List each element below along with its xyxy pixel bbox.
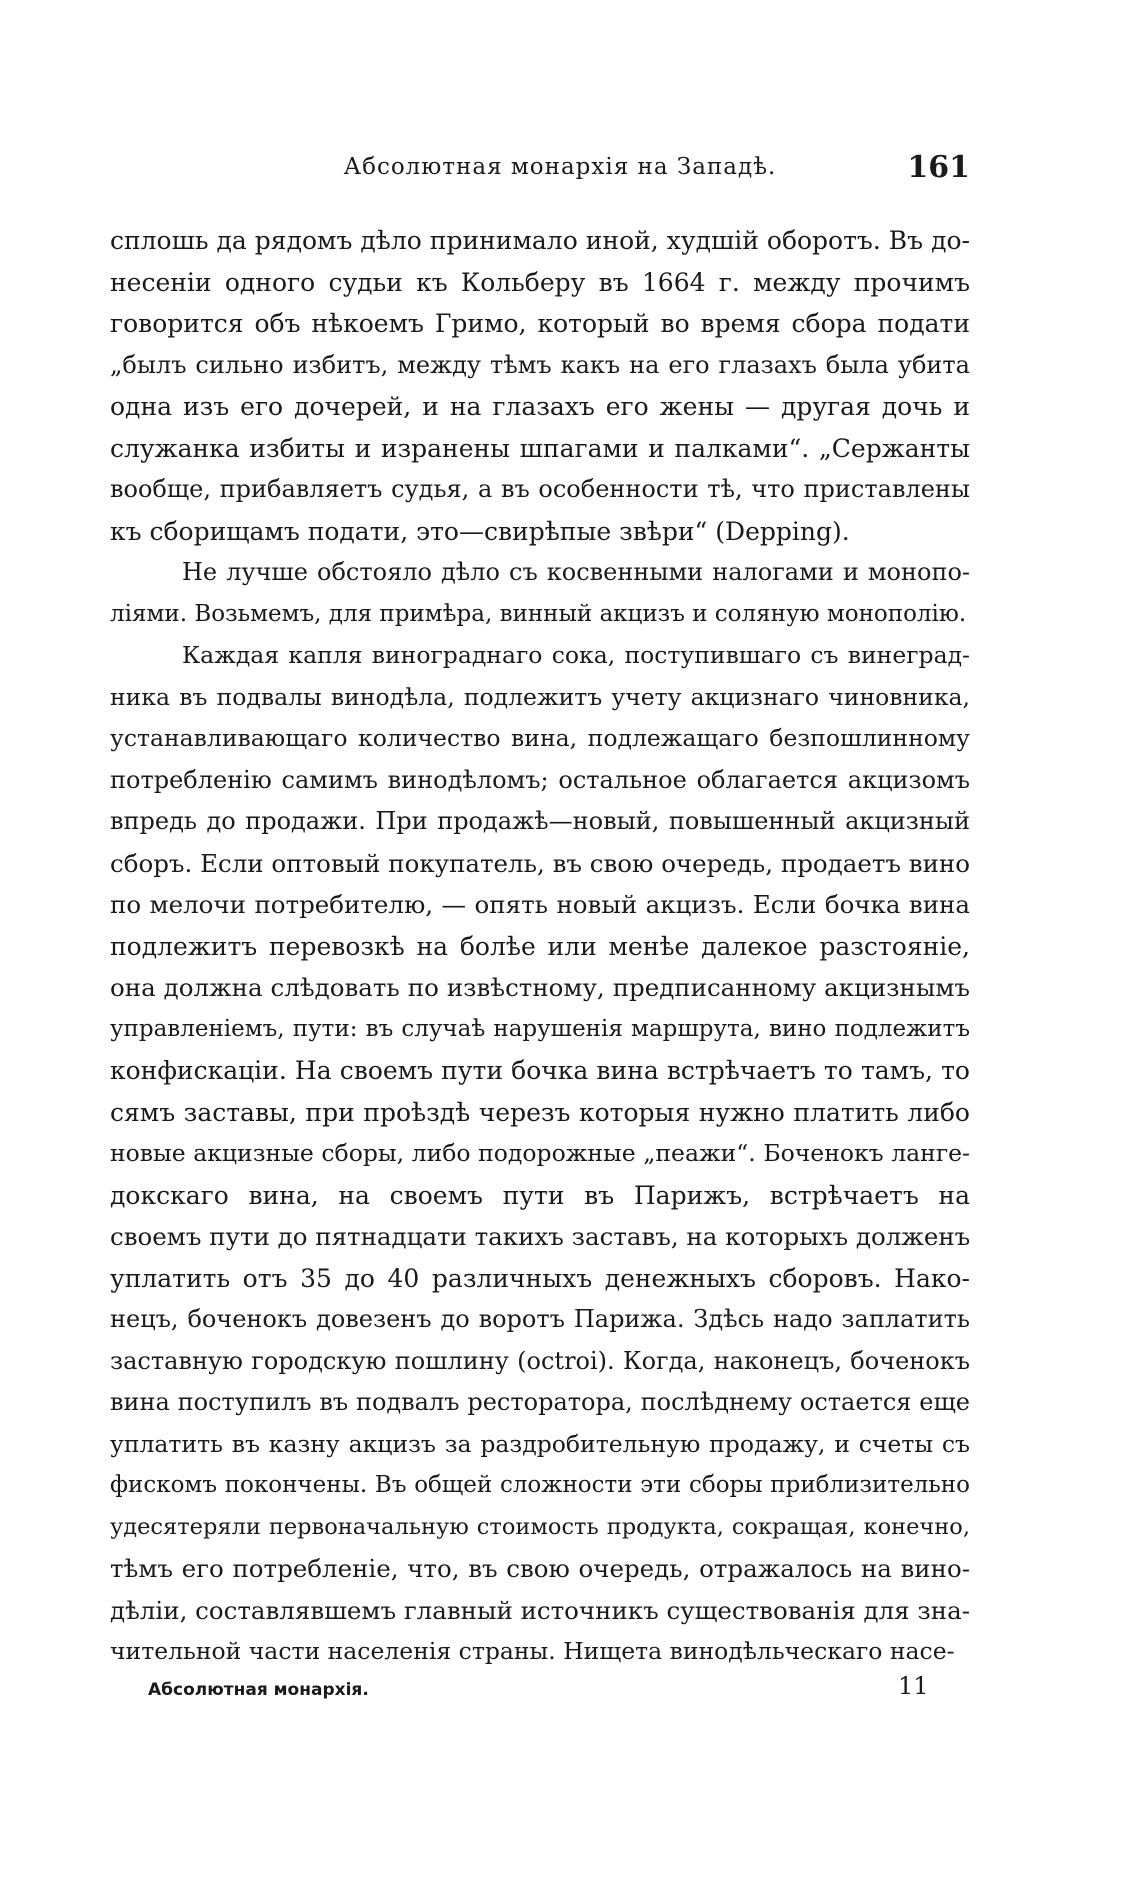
- page-number: 161: [907, 150, 970, 185]
- paragraph: [110, 552, 970, 635]
- text-line: впредь до продажи. При продажѣ—новый, повышенный акцизный: [110, 807, 970, 835]
- text-line: новые акцизные сборы, либо подорожные „пеажи“. Боченокъ ланге-: [110, 1139, 970, 1167]
- text-line: дѣліи, составлявшемъ главный источникъ существованія для зна-: [110, 1595, 970, 1625]
- text-line: докскаго вина, на своемъ пути въ Парижъ, встрѣчаетъ на: [110, 1180, 970, 1210]
- text-line: своемъ пути до пятнадцати такихъ заставъ, на которыхъ долженъ: [110, 1222, 971, 1251]
- text-line: фискомъ покончены. Въ общей сложности эти сборы приблизительно: [110, 1472, 970, 1498]
- text-line: по мелочи потребителю, — опять новый акцизъ. Если бочка вина: [110, 890, 970, 919]
- text-line: устанавливающаго количество вина, подлежащаго безпошлинному: [110, 724, 970, 752]
- printer-signature: Абсолютная монархія.: [148, 1680, 369, 1700]
- text-line: она должна слѣдовать по извѣстному, предписанному акцизнымъ: [110, 973, 970, 1002]
- text-line: потребленію самимъ винодѣломъ; остальное облагается акцизомъ: [110, 765, 970, 794]
- text-line: сплошь да рядомъ дѣло принимало иной, худшій оборотъ. Въ до-: [110, 226, 970, 255]
- text-line: Каждая капля винограднаго сока, поступившаго съ винеград-: [182, 641, 970, 669]
- text-line: къ сборищамъ подати, это—свирѣпые звѣри“ (Depping).: [110, 516, 850, 546]
- sheet-number: 11: [898, 1672, 929, 1700]
- body-text: [110, 220, 970, 1673]
- paragraph: [110, 635, 970, 1673]
- text-line: нецъ, боченокъ довезенъ до воротъ Парижа. Здѣсь надо заплатить: [110, 1305, 970, 1333]
- text-line: ника въ подвалы винодѣла, подлежитъ учету акцизнаго чиновника,: [110, 682, 970, 711]
- text-line: сборъ. Если оптовый покупатель, въ свою очередь, продаетъ вино: [110, 848, 970, 878]
- text-line: подлежитъ перевозкѣ на болѣе или менѣе далекое разстояніе,: [110, 931, 970, 961]
- text-line: управленіемъ, пути: въ случаѣ нарушенія маршрута, вино подлежитъ: [110, 1015, 970, 1042]
- paragraph: [110, 220, 970, 552]
- text-line: несеніи одного судьи къ Кольберу въ 1664 г. между прочимъ: [110, 267, 970, 297]
- text-line: вообще, прибавляетъ судья, а въ особенности тѣ, что приставлены: [110, 475, 970, 503]
- text-line: „былъ сильно избитъ, между тѣмъ какъ на его глазахъ была убита: [110, 350, 970, 379]
- text-line: заставную городскую пошлину (octroi). Когда, наконецъ, боченокъ: [110, 1346, 970, 1375]
- running-head: [110, 150, 970, 190]
- text-line: конфискаціи. На своемъ пути бочка вина встрѣчаетъ то тамъ, то: [110, 1056, 970, 1085]
- text-line: служанка избиты и изранены шпагами и палками“. „Сержанты: [110, 433, 970, 463]
- text-line: чительной части населенія страны. Нищета винодѣльческаго насе-: [110, 1637, 955, 1665]
- text-line: Не лучше обстояло дѣло съ косвенными налогами и монопо-: [182, 558, 970, 586]
- text-line: уплатить отъ 35 до 40 различныхъ денежныхъ сборовъ. Нако-: [110, 1263, 970, 1293]
- text-line: сямъ заставы, при проѣздѣ черезъ которыя нужно платить либо: [110, 1097, 970, 1127]
- text-line: ліями. Возьмемъ, для примѣра, винный акцизъ и соляную монополію.: [110, 600, 967, 627]
- text-line: удесятеряли первоначальную стоимость продукта, сокращая, конечно,: [110, 1513, 970, 1540]
- text-line: уплатить въ казну акцизъ за раздробительную продажу, и счеты съ: [110, 1429, 970, 1458]
- running-title: Абсолютная монархія на Западѣ.: [343, 154, 777, 180]
- text-line: одна изъ его дочерей, и на глазахъ его жены — другая дочь и: [110, 392, 970, 421]
- text-line: тѣмъ его потребленіе, что, въ свою очередь, отражалось на вино-: [110, 1554, 970, 1583]
- text-line: вина поступилъ въ подвалъ ресторатора, послѣднему остается еще: [110, 1388, 970, 1416]
- text-line: говорится объ нѣкоемъ Гримо, который во время сбора подати: [110, 309, 970, 338]
